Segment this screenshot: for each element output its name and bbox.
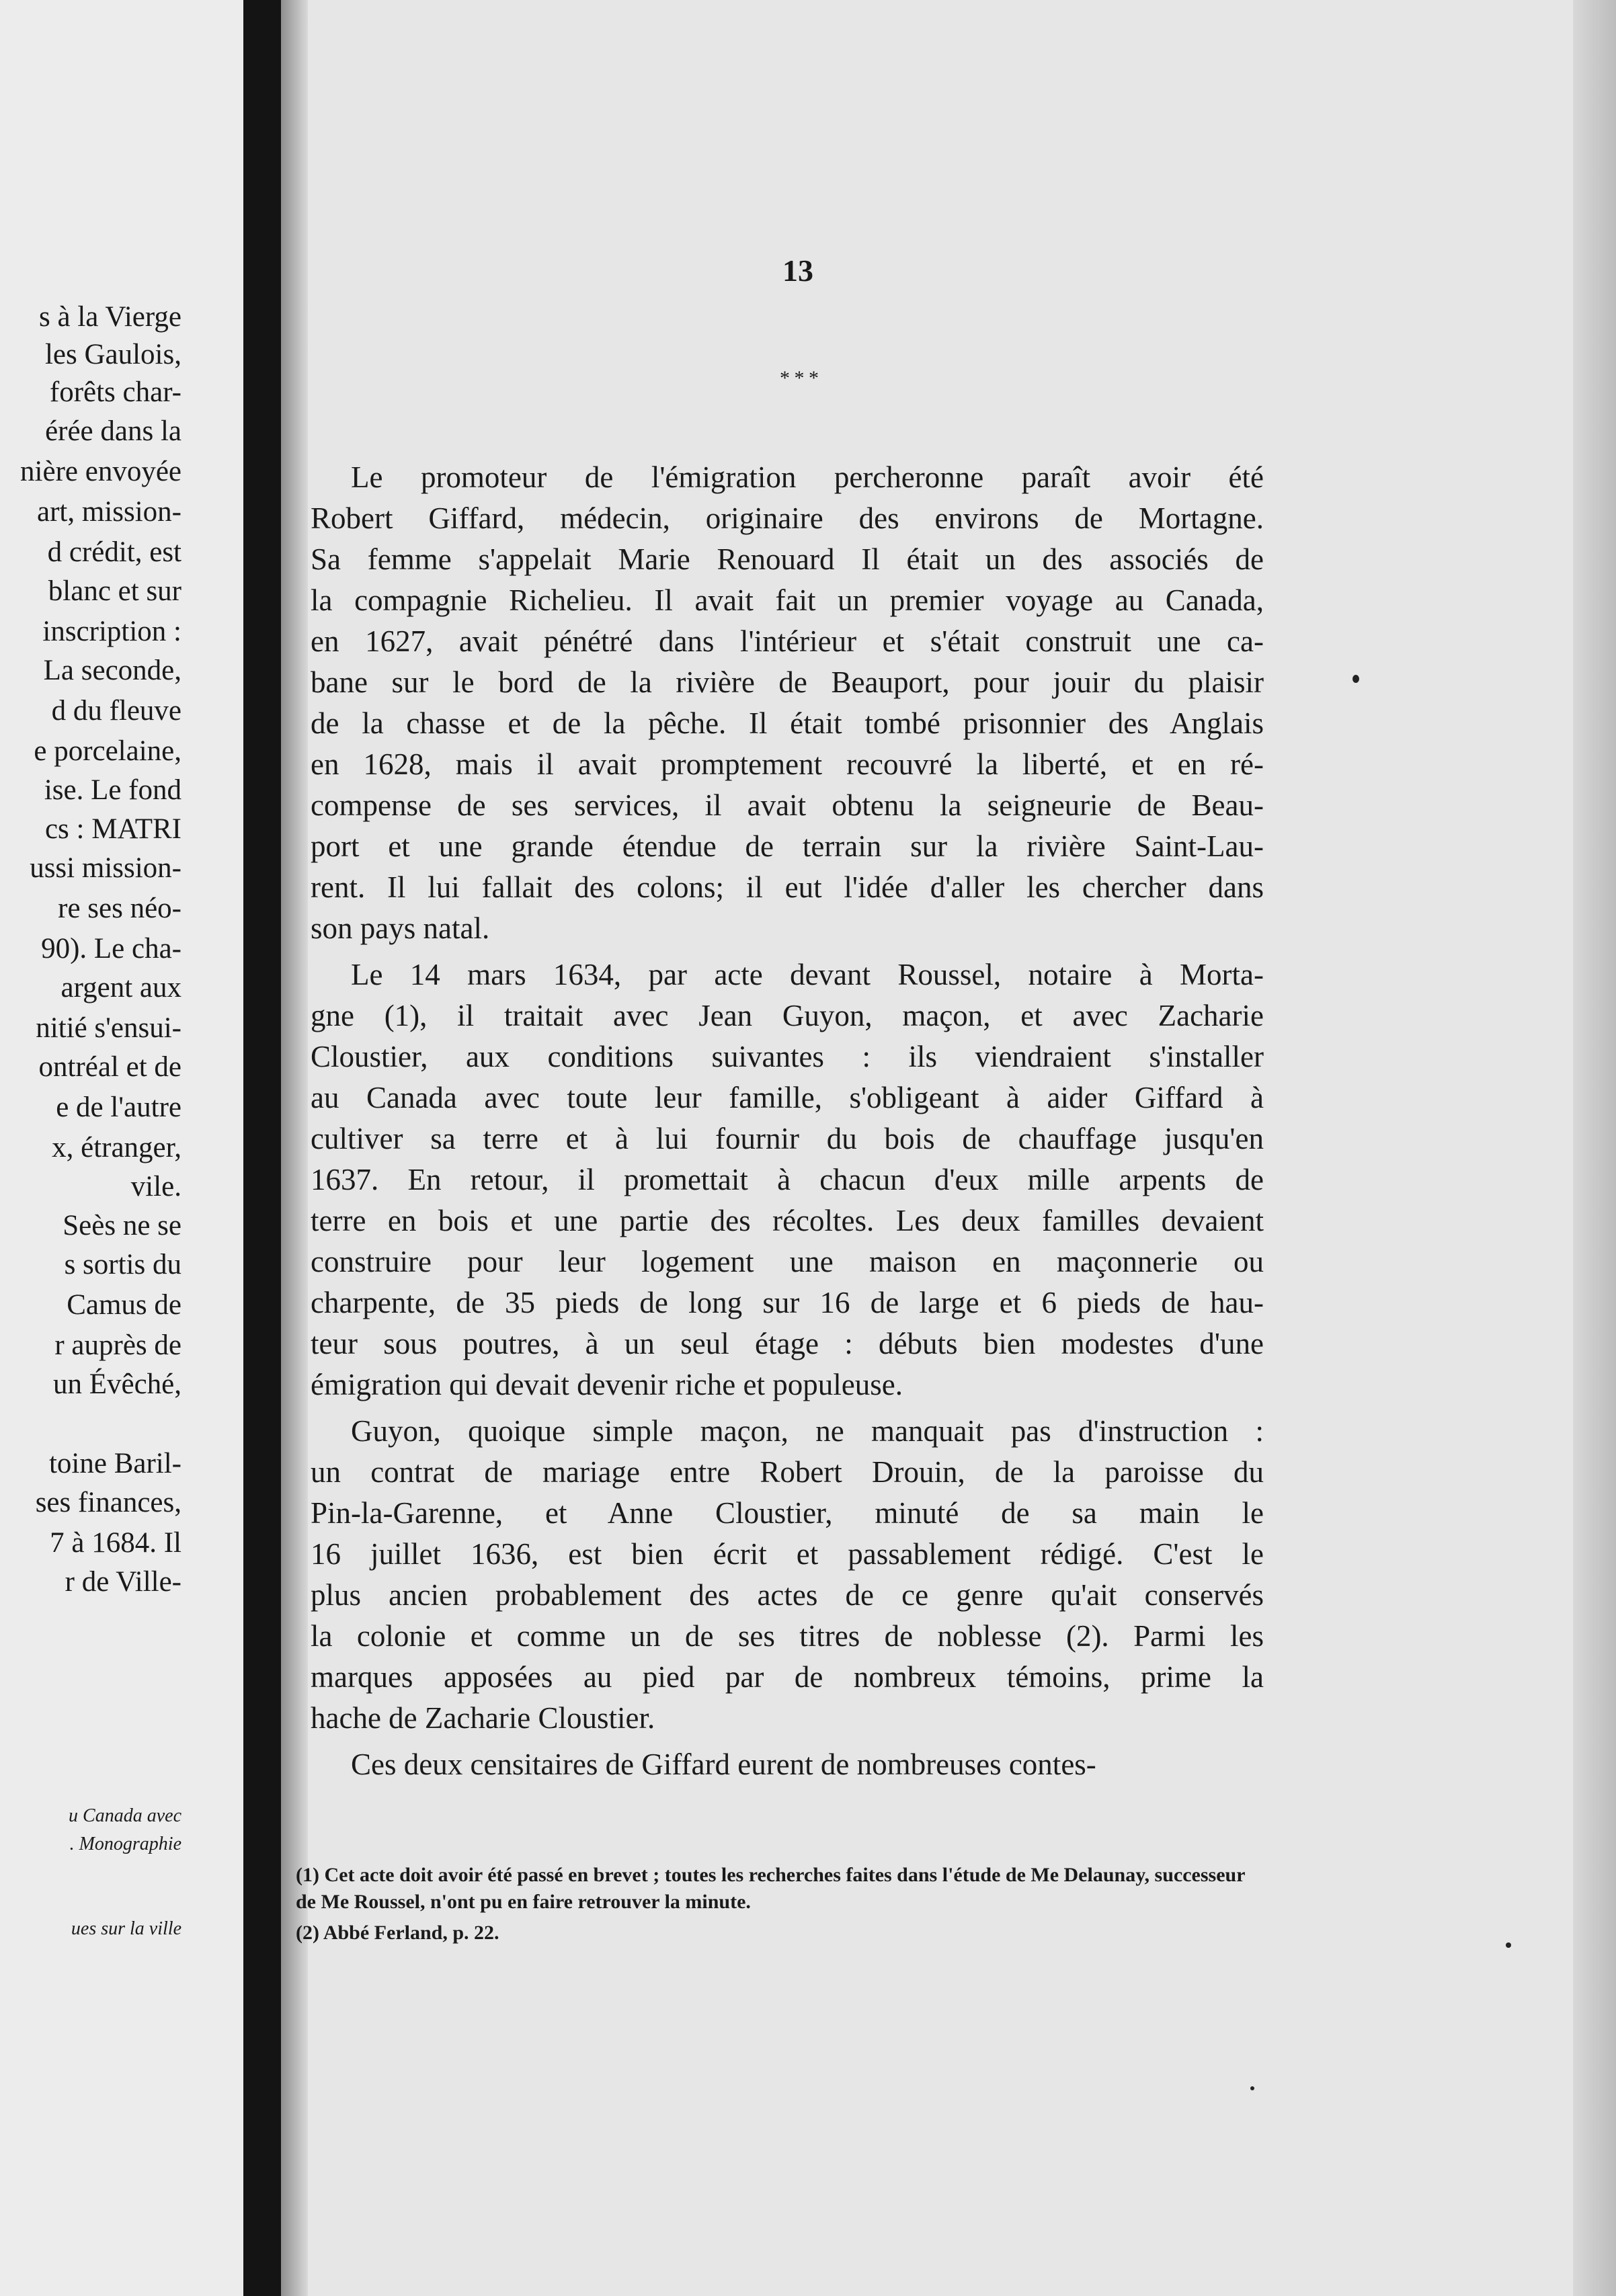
ink-speck [1506, 1942, 1511, 1948]
text-line: de la chasse et de la pêche. Il était tombé prisonnier des Anglais [311, 706, 1264, 740]
left-page-line: e porcelaine, [34, 735, 181, 767]
left-page-line: forêts char- [49, 376, 181, 408]
paragraph [311, 1411, 1264, 1739]
text-line: Le promoteur de l'émigration percheronne paraît avoir été [351, 460, 1264, 494]
text-line: la compagnie Richelieu. Il avait fait un premier voyage au Canada, [311, 583, 1264, 617]
left-page-line: toine Baril- [48, 1448, 181, 1479]
text-line: cultiver sa terre et à lui fournir du bois de chauffage jusqu'en [311, 1122, 1264, 1155]
left-page-line: La seconde, [43, 655, 181, 686]
text-line: gne (1), il traitait avec Jean Guyon, maçon, et avec Zacharie [311, 999, 1264, 1032]
left-page-line: les Gaulois, [44, 339, 181, 370]
footnote-1: (1) Cet acte doit avoir été passé en brevet ; toutes les recherches faites dans l'étude de Me Delaunay, successeur de Me Roussel, n'ont pu en faire retrouver la minute. [296, 1864, 1245, 1913]
left-page-line: s à la Vierge [39, 301, 181, 333]
left-page-line: x, étranger, [52, 1132, 181, 1163]
left-page-line: art, mission- [37, 496, 181, 528]
text-line: bane sur le bord de la rivière de Beauport, pour jouir du plaisir [311, 665, 1264, 699]
paragraph [311, 954, 1264, 1405]
left-page-line: vile. [130, 1171, 181, 1202]
text-line: 16 juillet 1636, est bien écrit et passablement rédigé. C'est le [311, 1537, 1264, 1571]
text-line: Guyon, quoique simple maçon, ne manquait pas d'instruction : [351, 1414, 1264, 1448]
text-line: Pin-la-Garenne, et Anne Cloustier, minuté de sa main le [311, 1496, 1264, 1530]
left-page-line: ise. Le fond [44, 774, 181, 806]
text-line: construire pour leur logement une maison en maçonnerie ou [311, 1245, 1264, 1278]
left-page-line: nière envoyée [20, 456, 181, 487]
ink-speck [1250, 2086, 1254, 2090]
left-page-line: inscription : [42, 616, 181, 647]
text-line: marques apposées au pied par de nombreux témoins, prime la [311, 1660, 1264, 1694]
paragraph [311, 457, 1264, 949]
text-line: Sa femme s'appelait Marie Renouard Il était un des associés de [311, 542, 1264, 576]
text-line: terre en bois et une partie des récoltes. Les deux familles devaient [311, 1204, 1264, 1237]
text-line: port et une grande étendue de terrain sur la rivière Saint-Lau- [311, 829, 1264, 863]
text-line: hache de Zacharie Cloustier. [311, 1701, 655, 1735]
text-line: en 1627, avait pénétré dans l'intérieur et s'était construit une ca- [311, 624, 1264, 658]
footnotes [296, 1862, 1264, 1951]
left-page-line: argent aux [60, 972, 181, 1003]
left-page-line: ontréal et de [38, 1051, 181, 1083]
text-line: rent. Il lui fallait des colons; il eut l'idée d'aller les chercher dans [311, 870, 1264, 904]
section-asterism: * * * [780, 367, 821, 389]
left-page-line: d du fleuve [51, 695, 181, 727]
left-page-line: nitié s'ensui- [36, 1012, 181, 1044]
footnote-2: (2) Abbé Ferland, p. 22. [296, 1922, 499, 1944]
left-page-line: re ses néo- [58, 893, 181, 924]
left-page-line: érée dans la [45, 415, 181, 447]
left-page-line: ses finances, [35, 1487, 181, 1518]
left-page-line: s sortis du [64, 1249, 181, 1280]
left-page-line: un Évêché, [52, 1368, 181, 1400]
text-line: compense de ses services, il avait obtenu la seigneurie de Beau- [311, 788, 1264, 822]
body-text [311, 457, 1264, 1791]
ink-speck [1352, 675, 1359, 683]
left-page-line: r auprès de [54, 1329, 181, 1361]
book-gutter [243, 0, 281, 2296]
left-page-line: d crédit, est [47, 536, 181, 568]
page-number: 13 [782, 253, 813, 288]
text-line: Ces deux censitaires de Giffard eurent de nombreuses contes- [351, 1748, 1096, 1781]
left-page-line: Seès ne se [63, 1210, 181, 1241]
left-page-line: r de Ville- [65, 1566, 181, 1598]
left-page-line: 90). Le cha- [41, 933, 181, 965]
left-page-footnote: . Monographie [69, 1834, 181, 1854]
left-page-line: ussi mission- [30, 852, 181, 884]
left-page-footnote: u Canada avec [69, 1805, 181, 1826]
text-line: Robert Giffard, médecin, originaire des environs de Mortagne. [311, 501, 1264, 535]
text-line: au Canada avec toute leur famille, s'obligeant à aider Giffard à [311, 1081, 1264, 1114]
text-line: Le 14 mars 1634, par acte devant Roussel, notaire à Morta- [351, 958, 1264, 991]
paragraph [311, 1744, 1264, 1785]
text-line: émigration qui devait devenir riche et populeuse. [311, 1368, 903, 1401]
page-edge [1573, 0, 1616, 2296]
text-line: son pays natal. [311, 911, 490, 945]
text-line: la colonie et comme un de ses titres de noblesse (2). Parmi les [311, 1619, 1264, 1653]
text-line: Cloustier, aux conditions suivantes : ils viendraient s'installer [311, 1040, 1264, 1073]
left-page-line: Camus de [67, 1289, 181, 1321]
text-line: teur sous poutres, à un seul étage : débuts bien modestes d'une [311, 1327, 1264, 1360]
left-page-line: blanc et sur [48, 575, 181, 607]
left-page-footnote: ues sur la ville [71, 1918, 181, 1939]
text-line: plus ancien probablement des actes de ce genre qu'ait conservés [311, 1578, 1264, 1612]
left-page-line: cs : MATRI [44, 813, 181, 845]
left-facing-page [0, 0, 243, 2296]
text-line: 1637. En retour, il promettait à chacun d'eux mille arpents de [311, 1163, 1264, 1196]
left-page-line: 7 à 1684. Il [50, 1527, 181, 1559]
text-line: un contrat de mariage entre Robert Drouin, de la paroisse du [311, 1455, 1264, 1489]
text-line: charpente, de 35 pieds de long sur 16 de large et 6 pieds de hau- [311, 1286, 1264, 1319]
gutter-shadow [281, 0, 308, 2296]
left-page-line: e de l'autre [56, 1092, 181, 1123]
text-line: en 1628, mais il avait promptement recouvré la liberté, et en ré- [311, 747, 1264, 781]
